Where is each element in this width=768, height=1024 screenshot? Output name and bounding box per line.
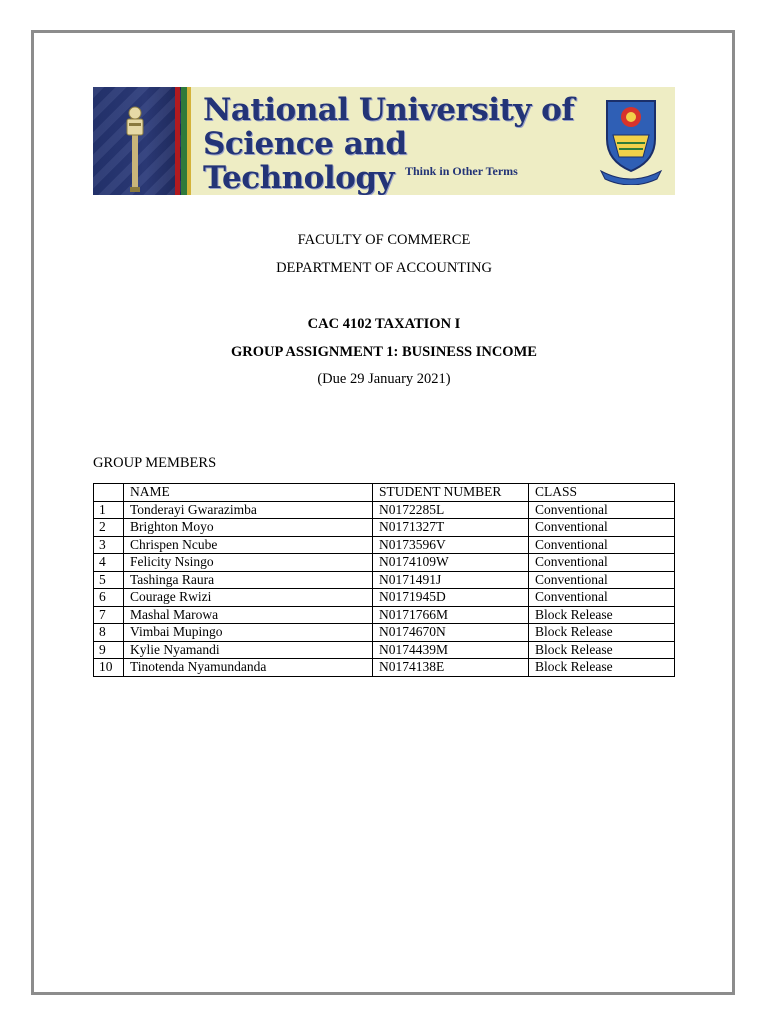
- member-name: Chrispen Ncube: [124, 536, 373, 554]
- row-index: 2: [94, 519, 124, 537]
- column-header-class: CLASS: [529, 484, 675, 502]
- student-number: N0173596V: [373, 536, 529, 554]
- table-row: [94, 519, 675, 537]
- student-number: N0172285L: [373, 501, 529, 519]
- member-name: Brighton Moyo: [124, 519, 373, 537]
- table-row: [94, 554, 675, 572]
- table-row: [94, 571, 675, 589]
- student-number: N0171766M: [373, 606, 529, 624]
- student-number: N0174138E: [373, 659, 529, 677]
- due-date: (Due 29 January 2021): [317, 371, 451, 387]
- table-row: [94, 589, 675, 607]
- course-title: CAC 4102 TAXATION I: [307, 316, 461, 332]
- member-class: Block Release: [529, 624, 675, 642]
- member-class: Conventional: [529, 519, 675, 537]
- banner-title: [203, 93, 603, 195]
- department-heading: DEPARTMENT OF ACCOUNTING: [276, 260, 492, 276]
- assignment-title: GROUP ASSIGNMENT 1: BUSINESS INCOME: [231, 344, 537, 360]
- table-row: [94, 536, 675, 554]
- member-name: Kylie Nyamandi: [124, 641, 373, 659]
- member-class: Conventional: [529, 571, 675, 589]
- row-index: 1: [94, 501, 124, 519]
- column-header-index: [94, 484, 124, 502]
- student-number: N0171491J: [373, 571, 529, 589]
- member-name: Tinotenda Nyamundanda: [124, 659, 373, 677]
- table-row: [94, 501, 675, 519]
- row-index: 7: [94, 606, 124, 624]
- member-name: Felicity Nsingo: [124, 554, 373, 572]
- university-banner: [93, 87, 675, 195]
- table-row: [94, 641, 675, 659]
- row-index: 3: [94, 536, 124, 554]
- member-class: Block Release: [529, 641, 675, 659]
- mace-icon: [123, 105, 147, 193]
- row-index: 8: [94, 624, 124, 642]
- row-index: 10: [94, 659, 124, 677]
- faculty-heading: FACULTY OF COMMERCE: [297, 232, 471, 248]
- member-class: Conventional: [529, 554, 675, 572]
- group-members-label: GROUP MEMBERS: [93, 455, 217, 471]
- row-index: 9: [94, 641, 124, 659]
- member-class: Conventional: [529, 589, 675, 607]
- table-row: [94, 659, 675, 677]
- student-number: N0174670N: [373, 624, 529, 642]
- column-header-name: NAME: [124, 484, 373, 502]
- member-name: Vimbai Mupingo: [124, 624, 373, 642]
- group-members-table: [93, 483, 675, 677]
- banner-tagline: Think in Other Terms: [405, 164, 518, 178]
- member-name: Tashinga Raura: [124, 571, 373, 589]
- row-index: 4: [94, 554, 124, 572]
- banner-title-line1: National University of: [203, 92, 575, 128]
- member-name: Tonderayi Gwarazimba: [124, 501, 373, 519]
- student-number: N0174109W: [373, 554, 529, 572]
- member-name: Courage Rwizi: [124, 589, 373, 607]
- student-number: N0174439M: [373, 641, 529, 659]
- banner-title-line2: Science and Technology: [203, 126, 407, 195]
- student-number: N0171945D: [373, 589, 529, 607]
- university-crest-icon: [599, 95, 663, 185]
- table-row: [94, 624, 675, 642]
- row-index: 5: [94, 571, 124, 589]
- row-index: 6: [94, 589, 124, 607]
- student-number: N0171327T: [373, 519, 529, 537]
- member-class: Block Release: [529, 606, 675, 624]
- table-header-row: [94, 484, 675, 502]
- member-class: Conventional: [529, 501, 675, 519]
- table-row: [94, 606, 675, 624]
- member-class: Conventional: [529, 536, 675, 554]
- member-class: Block Release: [529, 659, 675, 677]
- column-header-student-number: STUDENT NUMBER: [373, 484, 529, 502]
- member-name: Mashal Marowa: [124, 606, 373, 624]
